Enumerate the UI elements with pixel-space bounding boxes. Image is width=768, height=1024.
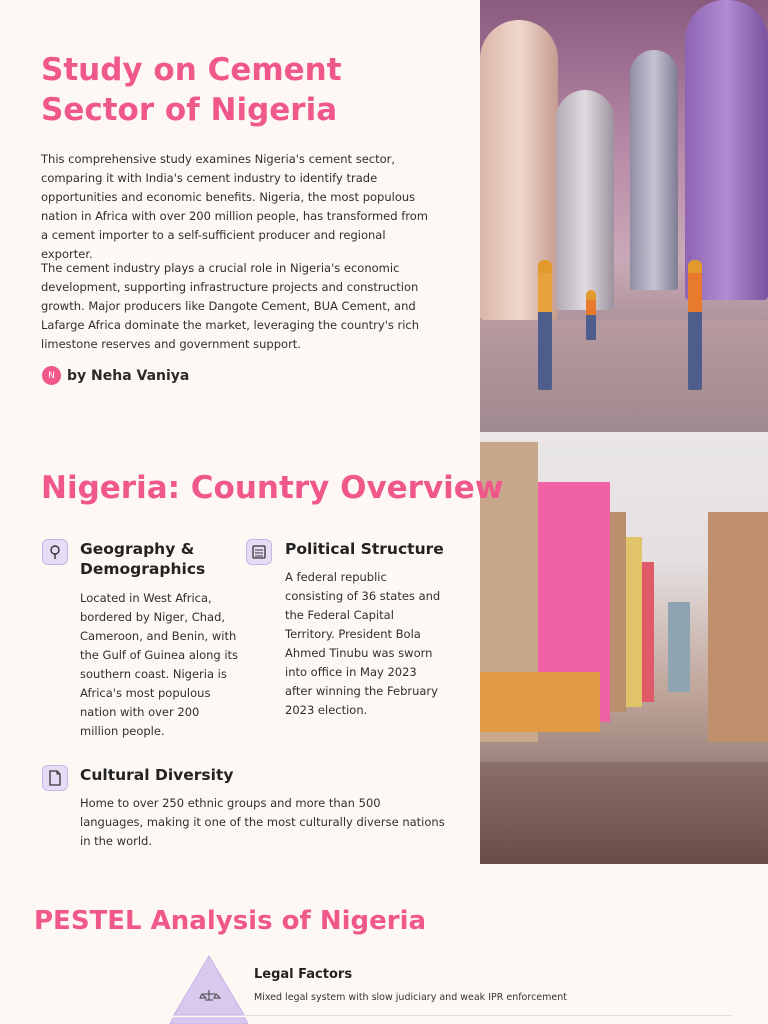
intro-paragraph: This comprehensive study examines Nigeria's cement sector, comparing it with India's cement industry to identify trade opportunities and economic benefits. Nigeria, the most populous nation in Africa with over 200 million people, has transformed from a cement importer to a self-sufficient producer and regional exporter. [41, 152, 428, 261]
geography-card-title: Geography & Demographics [80, 540, 206, 578]
legal-divider [244, 1015, 732, 1016]
pestel-title: PESTEL Analysis of Nigeria [34, 906, 427, 936]
author-line [42, 366, 189, 385]
industry-paragraph: The cement industry plays a crucial role in Nigeria's economic development, supporting infrastructure projects and construction growth. Major producers like Dangote Cement, BUA Cement, and Lafarge Africa dominate the market, leveraging the country's rich limestone reserves and government support. [41, 261, 420, 351]
author-avatar: N [42, 366, 61, 385]
culture-card-text: Home to over 250 ethnic groups and more than 500 languages, making it one of the most culturally diverse nations in the world. [80, 796, 445, 848]
document-icon [42, 765, 68, 791]
political-card-text: A federal republic consisting of 36 states and the Federal Capital Territory. President Bola Ahmed Tinubu was sworn into office in May 2023 after winning the February 2023 election. [285, 570, 441, 717]
author-name: by Neha Vaniya [67, 367, 190, 384]
legal-factors-title: Legal Factors [254, 967, 353, 982]
map-pin-icon [42, 539, 68, 565]
nigerian-city-street-image [480, 432, 768, 864]
geography-card-text: Located in West Africa, bordered by Niger, Chad, Cameroon, and Benin, with the Gulf of Guinea along its southern coast. Nigeria is Africa's most populous nation with over 200 million people. [80, 591, 239, 738]
pestel-pyramid [160, 952, 260, 1024]
culture-card-title: Cultural Diversity [80, 766, 234, 784]
government-building-icon [246, 539, 272, 565]
overview-title: Nigeria: Country Overview [41, 470, 504, 506]
political-card-title: Political Structure [285, 540, 444, 558]
legal-factors-text: Mixed legal system with slow judiciary and weak IPR enforcement [254, 992, 567, 1003]
cover-title: Study on Cement Sector of Nigeria [41, 52, 342, 128]
cement-factory-image [480, 0, 768, 432]
